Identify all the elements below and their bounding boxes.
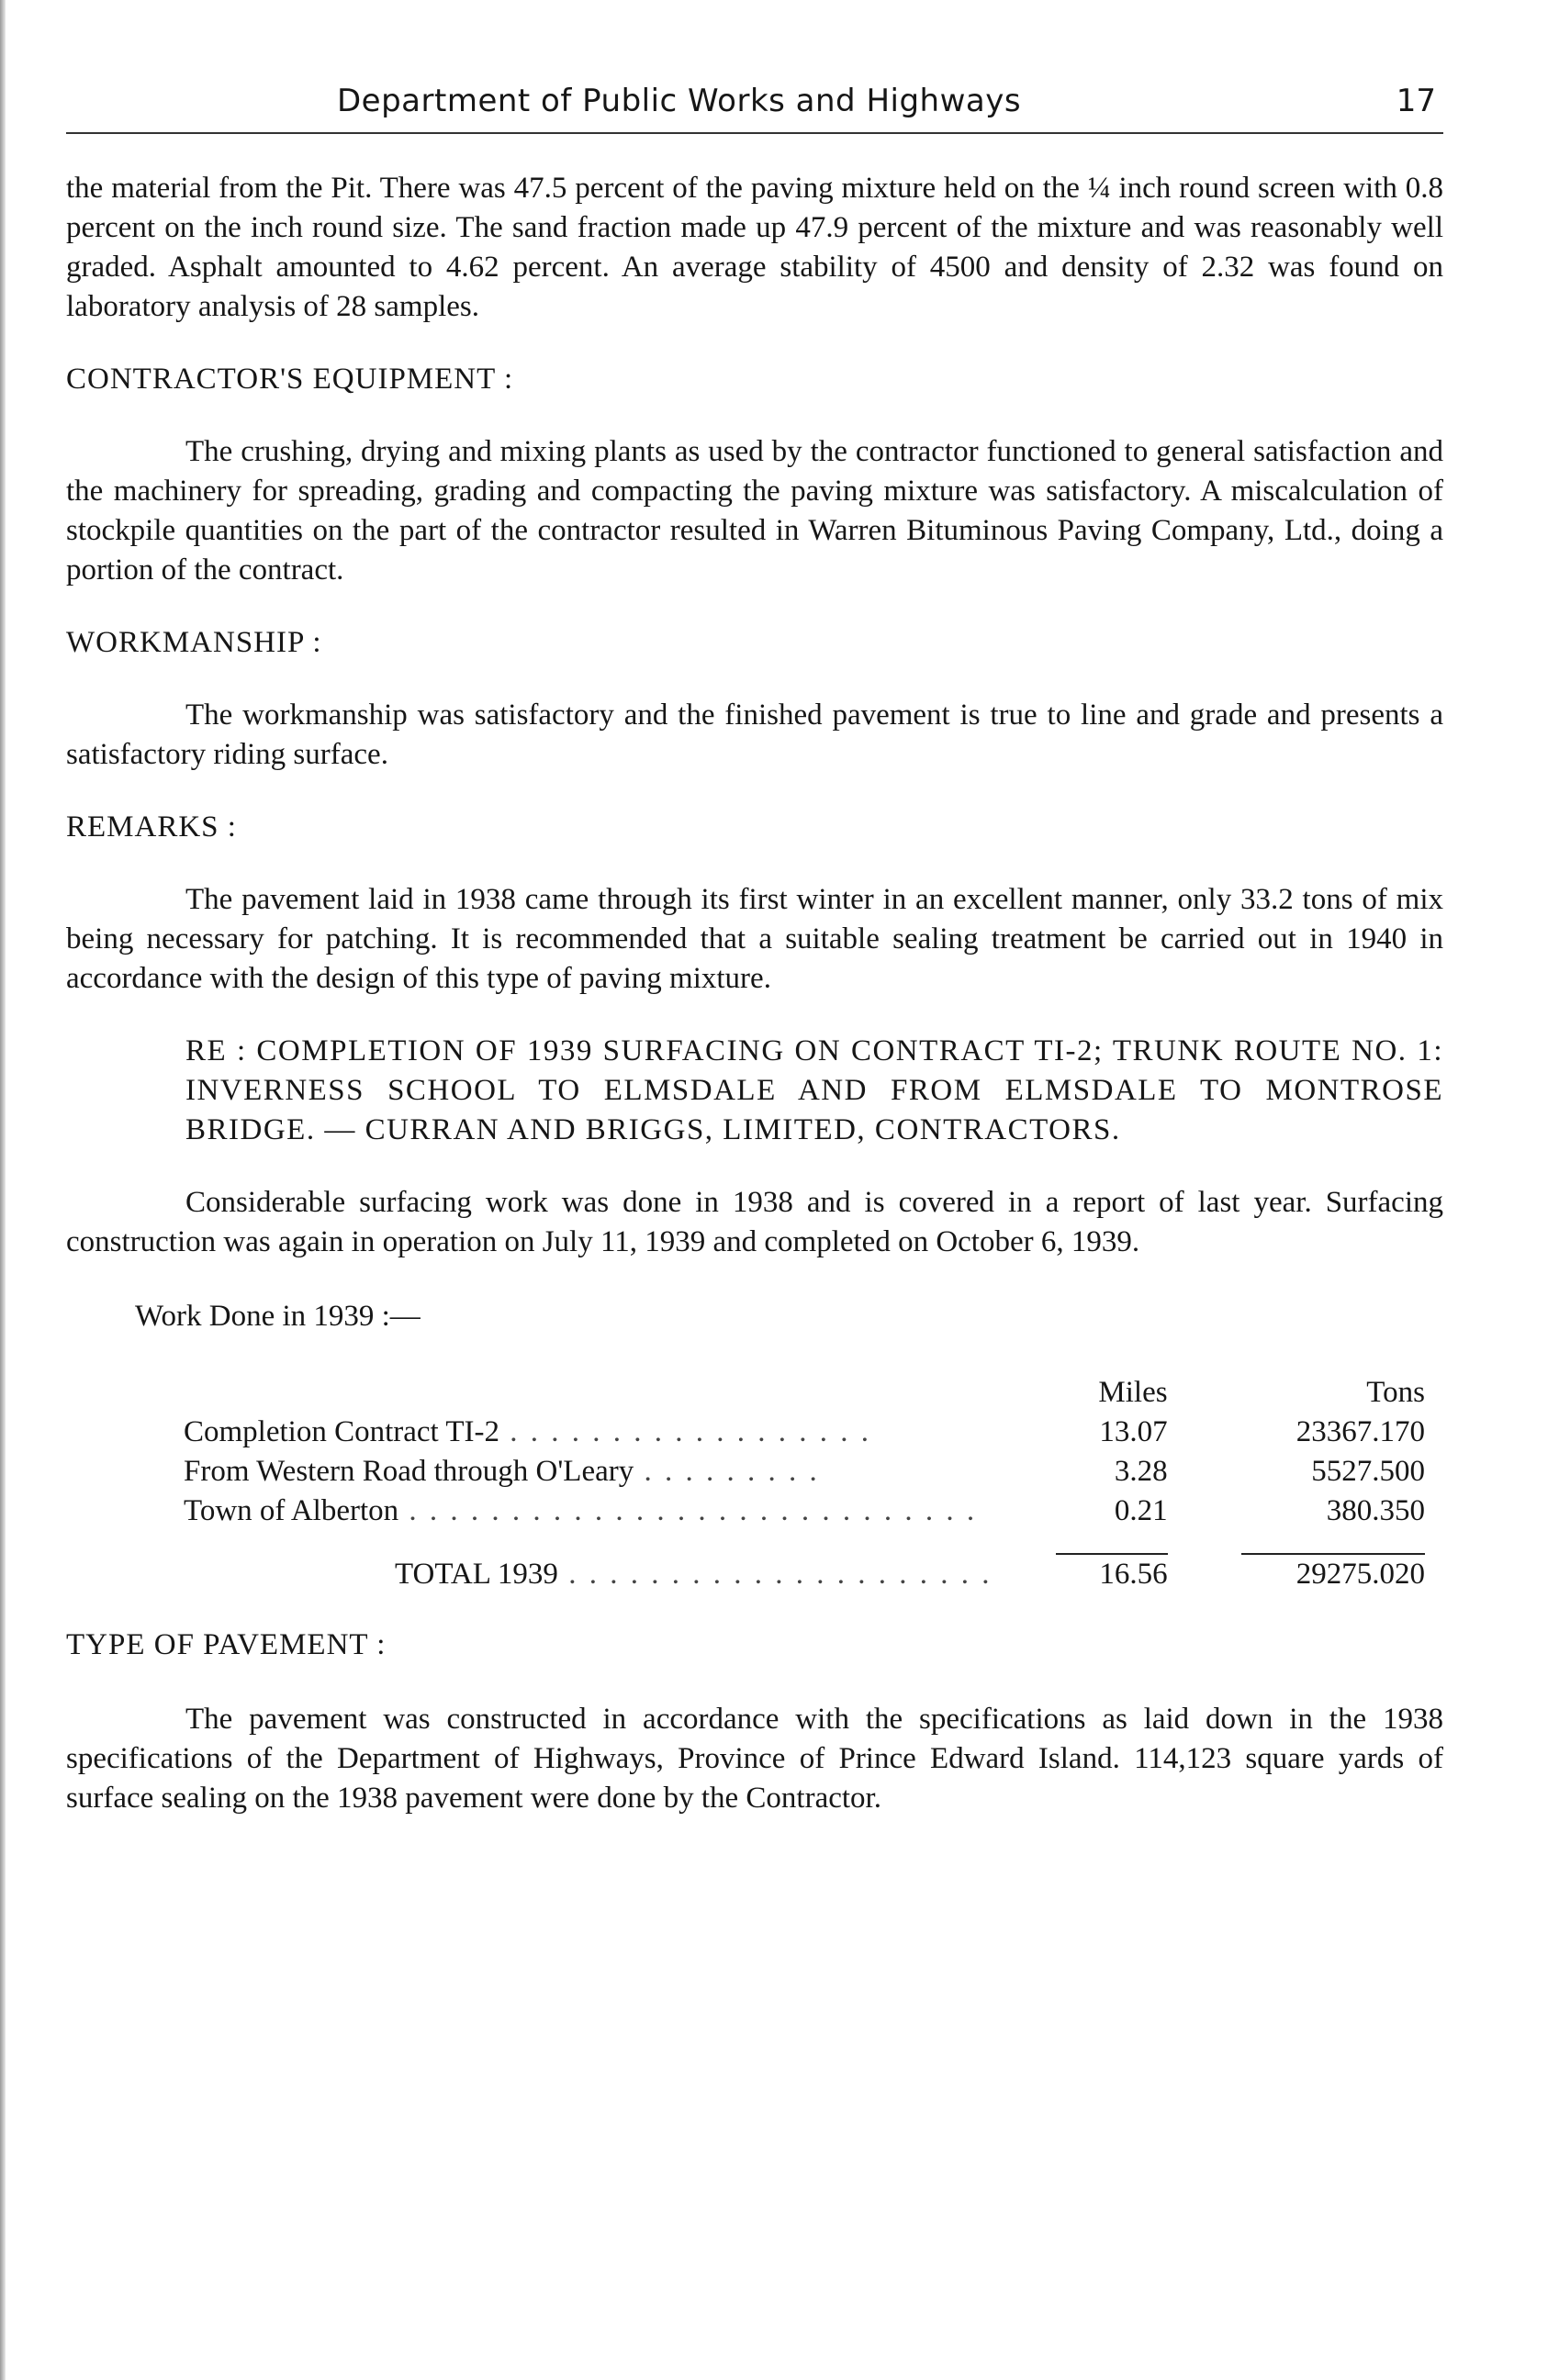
row-tons: 380.350 bbox=[1326, 1494, 1425, 1527]
page-header bbox=[66, 73, 1443, 134]
table-row bbox=[184, 1413, 1425, 1452]
table-row bbox=[184, 1452, 1425, 1492]
running-title: Department of Public Works and Highways bbox=[337, 83, 1022, 119]
total-tons: 29275.020 bbox=[1295, 1558, 1425, 1591]
document-page bbox=[66, 73, 1443, 1818]
row-tons: 23367.170 bbox=[1295, 1415, 1425, 1448]
leader-dots: . . . . . . . . . . . . . . . . . . . . . . . . . . . . bbox=[398, 1494, 978, 1527]
column-header-tons: Tons bbox=[1366, 1376, 1425, 1409]
leader-dots: . . . . . . . . . . . . . . . . . . . . . bbox=[557, 1558, 993, 1591]
page-number: 17 bbox=[1396, 83, 1436, 119]
total-miles: 16.56 bbox=[1099, 1558, 1168, 1591]
work-done-table bbox=[184, 1373, 1425, 1594]
row-miles: 0.21 bbox=[1114, 1494, 1168, 1527]
scan-edge bbox=[0, 0, 6, 2380]
leader-dots: . . . . . . . . . . . . . . . . . . bbox=[499, 1415, 872, 1448]
heading-remarks: REMARKS : bbox=[66, 810, 237, 844]
leader-dots: . . . . . . . . . bbox=[634, 1455, 820, 1488]
row-miles: 13.07 bbox=[1099, 1415, 1168, 1448]
total-label: TOTAL 1939 bbox=[395, 1558, 558, 1591]
row-tons: 5527.500 bbox=[1311, 1455, 1425, 1488]
table-total-row bbox=[184, 1555, 1425, 1594]
paragraph-pit-material: the material from the Pit. There was 47.5 percent of the paving mixture held on the ¼ inch round screen with 0.8 percent on the inch round size. The sand fraction made up 47.9 percent of the mixture and was reasonably well graded. Asphalt amounted to 4.62 percent. An average stability of 4500 and density of 2.32 was found on laboratory analysis of 28 samples. bbox=[66, 172, 1443, 323]
heading-workmanship: WORKMANSHIP : bbox=[66, 626, 322, 659]
heading-contractors-equipment: CONTRACTOR'S EQUIPMENT : bbox=[66, 363, 514, 396]
column-header-miles: Miles bbox=[1098, 1376, 1168, 1409]
paragraph-surfacing: Considerable surfacing work was done in 1938 and is covered in a report of last year. Surfacing construction was again in operation on July 11, 1939 and completed on October 6, 1939. bbox=[66, 1186, 1443, 1258]
row-description: From Western Road through O'Leary bbox=[184, 1455, 634, 1488]
re-contract-heading: RE : COMPLETION OF 1939 SURFACING ON CONTRACT TI-2; TRUNK ROUTE NO. 1: INVERNESS SCHOOL TO ELMSDALE AND FROM ELMSDALE TO MONTROSE BRIDGE. — CURRAN AND BRIGGS, LIMITED, CONTRACTORS. bbox=[185, 1034, 1443, 1146]
paragraph-pavement: The pavement was constructed in accordance with the specifications as laid down in the 1938 specifications of the Department of Highways, Province of Prince Edward Island. 114,123 square yards of surface sealing on the 1938 pavement were done by the Contractor. bbox=[66, 1703, 1443, 1815]
table-rule-row bbox=[184, 1531, 1425, 1555]
paragraph-remarks: The pavement laid in 1938 came through its first winter in an excellent manner, only 33.2 tons of mix being necessary for patching. It is recommended that a suitable sealing treatment be carried out in 1940 in accordance with the design of this type of paving mixture. bbox=[66, 883, 1443, 995]
heading-type-of-pavement: TYPE OF PAVEMENT : bbox=[66, 1628, 387, 1661]
row-description: Completion Contract TI-2 bbox=[184, 1415, 500, 1448]
row-description: Town of Alberton bbox=[184, 1494, 399, 1527]
paragraph-equipment: The crushing, drying and mixing plants as used by the contractor functioned to general satisfaction and the machinery for spreading, grading and compacting the paving mixture was satisfactory. A miscalculation of stockpile quantities on the part of the contractor resulted in Warren Bituminous Paving Company, Ltd., doing a portion of the contract. bbox=[66, 435, 1443, 587]
row-miles: 3.28 bbox=[1114, 1455, 1168, 1488]
table-row bbox=[184, 1492, 1425, 1531]
table-header-row bbox=[184, 1373, 1425, 1413]
work-done-title: Work Done in 1939 :— bbox=[135, 1300, 421, 1333]
paragraph-workmanship: The workmanship was satisfactory and the finished pavement is true to line and grade and presents a satisfactory riding surface. bbox=[66, 698, 1443, 771]
